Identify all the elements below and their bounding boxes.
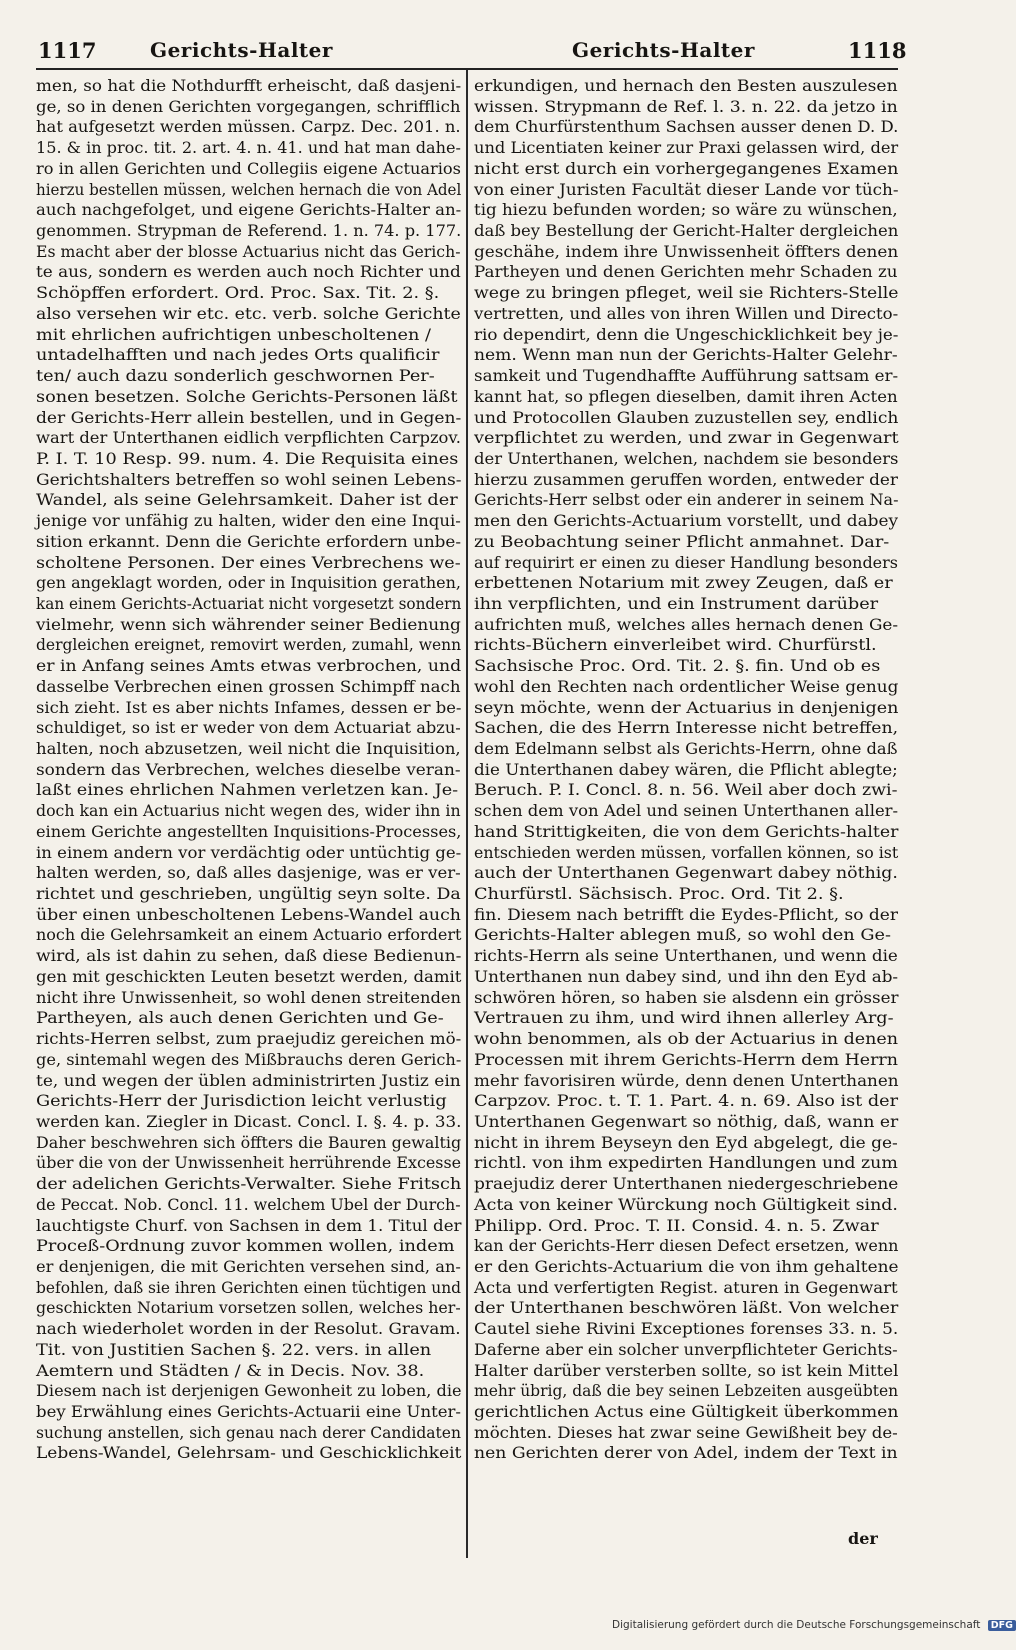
text-line: te aus, sondern es werden auch noch Richter und: [36, 263, 461, 282]
text-line: te, und wegen der üblen administrirten Justiz ein: [36, 1071, 461, 1090]
text-line: entschieden werden müssen, vorfallen können, so ist: [474, 843, 899, 862]
text-line: lauchtigste Churf. von Sachsen in dem 1. Titul der: [36, 1216, 462, 1235]
text-line: Gerichts-Herr selbst oder ein anderer in seinem Na-: [474, 491, 899, 510]
catchword: der: [848, 1529, 878, 1548]
text-line: P. I. T. 10 Resp. 99. num. 4. Die Requisita eines: [36, 449, 459, 468]
text-line: geschähe, indem ihre Unwissenheit öffters denen: [474, 242, 899, 261]
text-line: zu Beobachtung seiner Pflicht anmahnet. Dar-: [474, 532, 890, 551]
text-line: nicht in ihrem Beyseyn den Eyd abgelegt, die ge-: [474, 1133, 898, 1152]
text-line: verpflichtet zu werden, und zwar in Gegenwart: [474, 429, 899, 448]
text-line: geschickten Notarium vorsetzen sollen, welches her-: [36, 1299, 461, 1318]
text-line: richtet und geschrieben, ungültig seyn solte. Da: [36, 885, 461, 904]
left-running-title: Gerichts-Halter: [150, 38, 333, 62]
text-line: wissen. Strypmann de Ref. l. 3. n. 22. da jetzo in: [474, 97, 898, 116]
text-line: Daher beschwehren sich öffters die Bauren gewaltig: [36, 1133, 462, 1152]
text-line: Lebens-Wandel, Gelehrsam- und Geschicklichkeit: [36, 1444, 462, 1463]
text-line: Halter darüber versterben sollte, so ist kein Mittel: [474, 1361, 899, 1380]
text-line: scholtene Personen. Der eines Verbrechens we-: [36, 553, 461, 572]
text-line: richtl. von ihm expedirten Handlungen und zum: [474, 1154, 898, 1173]
text-line: dergleichen ereignet, removirt werden, zumahl, wenn: [36, 636, 462, 655]
text-line: also versehen wir etc. etc. verb. solche Gerichte: [36, 304, 461, 323]
text-line: jenige vor unfähig zu halten, wider den eine Inqui-: [36, 512, 461, 531]
column-divider: [466, 70, 468, 1558]
text-line: bey Erwählung eines Gerichts-Actuarii eine Unter-: [36, 1403, 462, 1421]
dfg-logo: DFG: [988, 1620, 1016, 1631]
text-line: vertretten, und alles von ihren Willen und Directo-: [474, 304, 899, 323]
text-line: der Unterthanen beschwören läßt. Von welcher: [474, 1299, 899, 1318]
text-line: werden kan. Ziegler in Dicast. Concl. I. §. 4. p. 33.: [36, 1112, 462, 1131]
text-line: einem Gerichte angestellten Inquisitions-Processes,: [36, 822, 462, 841]
text-line: von einer Juristen Facultät dieser Lande vor tüch-: [474, 180, 899, 199]
text-line: gerichtlichen Actus eine Gültigkeit überkommen: [474, 1403, 899, 1421]
text-line: Schöpffen erfordert. Ord. Proc. Sax. Tit. 2. §.: [36, 284, 440, 303]
text-line: hierzu bestellen müssen, welchen hernach die von Adel: [36, 180, 462, 199]
text-line: befohlen, daß sie ihren Gerichten einen tüchtigen und: [36, 1278, 462, 1297]
text-line: auch nachgefolget, und eigene Gerichts-Halter an-: [36, 201, 462, 220]
text-line: wart der Unterthanen eidlich verpflichten Carpzov.: [36, 429, 461, 448]
text-line: der Gerichts-Herr allein bestellen, und in Gegen-: [36, 408, 462, 427]
text-line: seyn möchte, wenn der Actuarius in denjenigen: [474, 698, 899, 717]
text-line: Unterthanen Gegenwart so nöthig, daß, wann er: [474, 1112, 899, 1131]
digitization-credit: [612, 1619, 1016, 1631]
left-page-number: 1117: [38, 38, 97, 63]
text-line: gen mit geschickten Leuten besetzt werden, damit: [36, 967, 462, 986]
text-line: untadelhafften und nach jedes Orts qualificir: [36, 346, 440, 365]
text-line: tig hiezu befunden worden; so wäre zu wünschen,: [474, 201, 898, 220]
text-line: schuldiget, so ist er weder von dem Actuariat abzu-: [36, 719, 461, 738]
text-line: men den Gerichts-Actuarium vorstellt, und dabey: [474, 512, 899, 531]
text-line: richts-Herren selbst, zum praejudiz gereichen mö-: [36, 1030, 462, 1049]
text-line: Aemtern und Städten / & in Decis. Nov. 38.: [36, 1361, 425, 1380]
text-line: wohn benommen, als ob der Actuarius in denen: [474, 1030, 899, 1049]
text-line: fin. Diesem nach betrifft die Eydes-Pflicht, so der: [474, 905, 898, 924]
text-line: wird, als ist dahin zu sehen, daß diese Bedienun-: [36, 947, 462, 966]
text-line: sition erkannt. Denn die Gerichte erfordern unbe-: [36, 532, 461, 551]
text-line: ihn verpflichten, und ein Instrument darüber: [474, 594, 879, 613]
text-line: schen dem von Adel und seinen Unterthanen aller-: [474, 802, 899, 821]
right-page-number: 1118: [848, 38, 907, 63]
text-line: über die von der Unwissenheit herrührende Excesse: [36, 1154, 462, 1173]
text-line: nem. Wenn man nun der Gerichts-Halter Gelehr-: [474, 346, 898, 365]
text-line: erbettenen Notarium mit zwey Zeugen, daß er: [474, 574, 893, 593]
text-line: Vertrauen zu ihm, und wird ihnen allerley Arg-: [474, 1009, 894, 1028]
text-line: Gerichts-Halter ablegen muß, so wohl den Ge-: [474, 926, 891, 945]
text-line: Acta und verfertigten Regist. aturen in Gegenwart: [474, 1278, 898, 1297]
text-line: Cautel siehe Rivini Exceptiones forenses 33. n. 5.: [474, 1320, 899, 1339]
text-line: vielmehr, wenn sich währender seiner Bedienung: [36, 615, 461, 634]
text-line: aufrichten muß, welches alles hernach denen Ge-: [474, 615, 899, 634]
text-line: dem Churfürstenthum Sachsen ausser denen D. D.: [474, 118, 899, 137]
text-line: noch die Gelehrsamkeit an einem Actuario erfordert: [36, 926, 462, 945]
text-line: hand Strittigkeiten, die von dem Gerichts-halter: [474, 822, 899, 841]
text-line: doch kan ein Actuarius nicht wegen des, wider ihn in: [36, 802, 461, 821]
text-line: Unterthanen nun dabey sind, und ihn den Eyd ab-: [474, 967, 899, 986]
text-line: sich zieht. Ist es aber nichts Infames, dessen er be-: [36, 698, 462, 717]
text-line: wege zu bringen pfleget, weil sie Richters-Stelle: [474, 284, 899, 303]
text-line: schwören hören, so haben sie alsdenn ein grösser: [474, 988, 899, 1007]
text-line: genommen. Strypman de Referend. 1. n. 74. p. 177.: [36, 222, 462, 241]
text-line: daß bey Bestellung der Gericht-Halter dergleichen: [474, 222, 899, 241]
text-line: richts-Herrn als seine Unterthanen, und wenn die: [474, 947, 898, 966]
right-running-title: Gerichts-Halter: [572, 38, 755, 62]
text-line: wohl den Rechten nach ordentlicher Weise genug: [474, 677, 899, 696]
credit-text: Digitalisierung gefördert durch die Deutsche Forschungsgemeinschaft: [612, 1619, 981, 1631]
text-line: Gerichtshalters betreffen so wohl seinen Lebens-: [36, 470, 462, 489]
text-line: er den Gerichts-Actuarium die von ihm gehaltene: [474, 1257, 899, 1276]
text-line: Wandel, als seine Gelehrsamkeit. Daher ist der: [36, 491, 458, 510]
text-line: Es macht aber der blosse Actuarius nicht das Gerich-: [36, 242, 461, 261]
text-line: dem Edelmann selbst als Gerichts-Herrn, ohne daß: [474, 740, 898, 758]
text-line: praejudiz derer Unterthanen niedergeschriebene: [474, 1175, 899, 1194]
text-line: Beruch. P. I. Concl. 8. n. 56. Weil aber doch zwi-: [474, 781, 898, 800]
text-line: der adelichen Gerichts-Verwalter. Siehe Fritsch: [36, 1175, 462, 1194]
text-line: kan einem Gerichts-Actuariat nicht vorgesetzt sondern: [36, 594, 462, 613]
text-line: ten/ auch dazu sonderlich geschwornen Per-: [36, 367, 435, 386]
text-line: der Unterthanen, welchen, nachdem sie besonders: [474, 449, 899, 468]
text-line: und Protocollen Glauben zuzustellen sey, endlich: [474, 408, 899, 427]
text-line: de Peccat. Nob. Concl. 11. welchem Ubel der Durch-: [36, 1195, 461, 1214]
text-line: in einem andern vor verdächtig oder untüchtig ge-: [36, 843, 462, 862]
text-line: Churfürstl. Sächsisch. Proc. Ord. Tit 2. §.: [474, 885, 844, 904]
text-line: halten, noch abzusetzen, weil nicht die Inquisition,: [36, 740, 461, 758]
text-line: auch der Unterthanen Gegenwart dabey nöthig.: [474, 864, 898, 883]
text-line: kan der Gerichts-Herr diesen Defect ersetzen, wenn: [474, 1237, 899, 1256]
text-line: die Unterthanen dabey wären, die Pflicht ablegte;: [474, 760, 898, 779]
text-line: mehr übrig, daß die bey seinen Lebzeiten ausgeübten: [474, 1382, 899, 1401]
text-line: möchten. Dieses hat zwar seine Gewißheit bey de-: [474, 1423, 898, 1442]
text-line: mehr favorisiren würde, denn denen Unterthanen: [474, 1071, 899, 1090]
text-line: 15. & in proc. tit. 2. art. 4. n. 41. und hat man dahe-: [36, 139, 461, 158]
text-line: gen angeklagt worden, oder in Inquisition gerathen,: [36, 574, 462, 593]
text-line: erkundigen, und hernach den Besten auszulesen: [474, 77, 898, 95]
text-line: und Licentiaten keiner zur Praxi gelassen wird, der: [474, 139, 899, 158]
text-line: samkeit und Tugendhaffte Aufführung sattsam er-: [474, 367, 899, 386]
text-line: ge, sintemahl wegen des Mißbrauchs deren Gerich-: [36, 1050, 462, 1069]
text-line: Partheyen und denen Gerichten mehr Schaden zu: [474, 263, 898, 282]
text-line: kannt hat, so pflegen dieselben, damit ihren Acten: [474, 387, 898, 406]
text-line: Proceß-Ordnung zuvor kommen wollen, indem: [36, 1237, 455, 1256]
text-line: Tit. von Justitien Sachen §. 22. vers. in allen: [36, 1340, 432, 1359]
text-line: laßt eines ehrlichen Nahmen verletzen kan. Je-: [36, 781, 459, 800]
text-line: Sachsische Proc. Ord. Tit. 2. §. fin. Und ob es: [474, 657, 881, 676]
text-line: nen Gerichten derer von Adel, indem der Text in: [474, 1444, 898, 1463]
text-line: men, so hat die Nothdurfft erheischt, daß dasjeni-: [36, 77, 462, 95]
text-line: suchung anstellen, sich genau nach derer Candidaten: [36, 1423, 461, 1442]
text-line: Gerichts-Herr der Jurisdiction leicht verlustig: [36, 1092, 447, 1111]
text-line: Acta von keiner Würckung noch Gültigkeit sind.: [474, 1195, 898, 1214]
text-line: dasselbe Verbrechen einen grossen Schimpff nach: [36, 677, 461, 696]
text-line: Philipp. Ord. Proc. T. II. Consid. 4. n. 5. Zwar: [474, 1216, 879, 1235]
running-header: [0, 38, 1000, 72]
text-line: Partheyen, als auch denen Gerichten und Ge-: [36, 1009, 444, 1028]
text-line: er in Anfang seines Amts etwas verbrochen, und: [36, 657, 462, 676]
text-line: richts-Büchern einverleibet wird. Churfürstl.: [474, 636, 877, 655]
text-line: auf requirirt er einen zu dieser Handlung besonders: [474, 553, 898, 572]
text-line: hat aufgesetzt werden müssen. Carpz. Dec. 201. n.: [36, 118, 461, 137]
text-line: er denjenigen, die mit Gerichten versehen sind, an-: [36, 1257, 461, 1276]
text-line: ge, so in denen Gerichten vorgegangen, schrifflich: [36, 97, 461, 116]
text-line: nicht ihre Unwissenheit, so wohl denen streitenden: [36, 988, 461, 1007]
text-line: rio dependirt, denn die Ungeschicklichkeit bey je-: [474, 325, 899, 344]
text-line: nicht erst durch ein vorhergegangenes Examen: [474, 159, 899, 178]
text-line: mit ehrlichen aufrichtigen unbescholtenen /: [36, 325, 431, 344]
text-line: Carpzov. Proc. t. T. 1. Part. 4. n. 69. Also ist der: [474, 1092, 899, 1111]
text-line: Sachen, die des Herrn Interesse nicht betreffen,: [474, 719, 899, 738]
text-line: ro in allen Gerichten und Collegiis eigene Actuarios: [36, 159, 461, 178]
text-line: über einen unbescholtenen Lebens-Wandel auch: [36, 905, 461, 924]
text-line: sonen besetzen. Solche Gerichts-Personen läßt: [36, 387, 458, 406]
text-line: nach wiederholet worden in der Resolut. Gravam.: [36, 1320, 461, 1339]
right-text-column: [474, 76, 898, 1464]
text-line: Daferne aber ein solcher unverpflichteter Gerichts-: [474, 1340, 898, 1359]
left-text-column: [36, 76, 461, 1464]
text-line: hierzu zusammen geruffen worden, entweder der: [474, 470, 898, 489]
text-line: halten werden, so, daß alles dasjenige, was er ver-: [36, 864, 461, 883]
text-line: sondern das Verbrechen, welches dieselbe veran-: [36, 760, 461, 779]
text-line: Processen mit ihrem Gerichts-Herrn dem Herrn: [474, 1050, 898, 1069]
text-line: Diesem nach ist derjenigen Gewonheit zu loben, die: [36, 1382, 462, 1401]
